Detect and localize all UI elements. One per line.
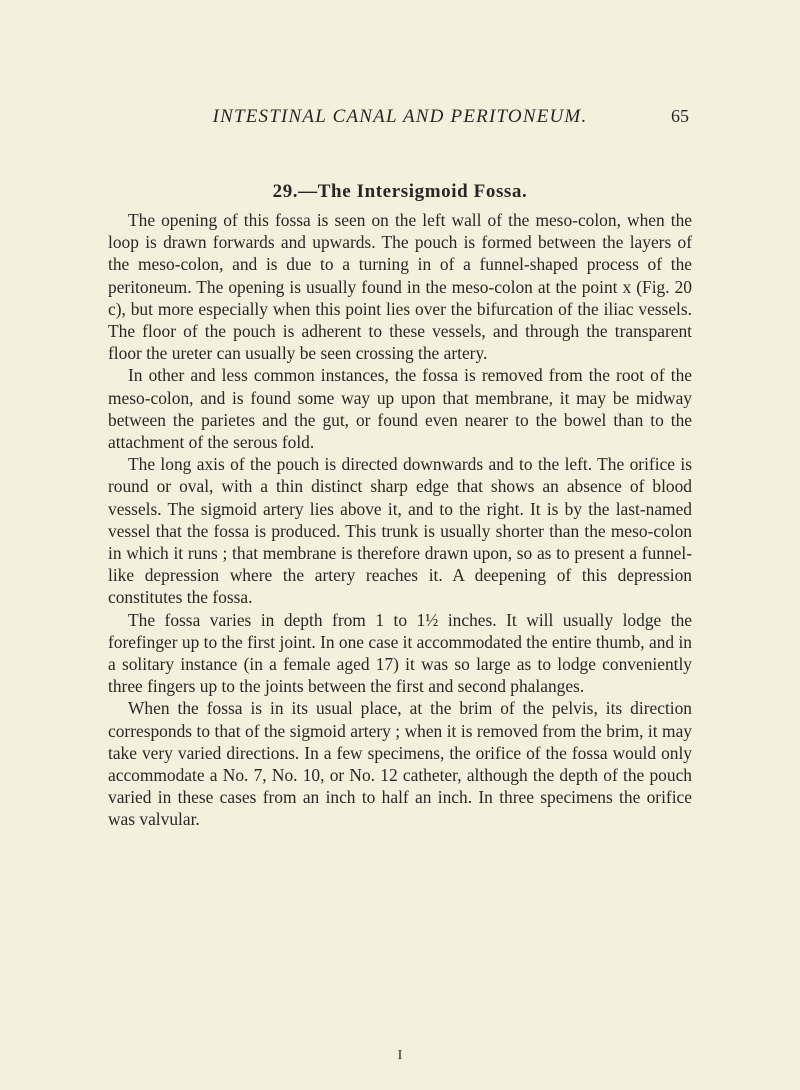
paragraph: When the fossa is in its usual place, at the brim of the pelvis, its direction corresponds to that of the sigmoid artery ; when it is removed from the brim, it may take very varied directions. In a few specimens, the orifice of the fossa would only accommodate a No. 7, No. 10, or No. 12 catheter, although the depth of the pouch varied in these cases from an inch to half an inch. In three specimens the orifice was valvular. — [108, 698, 692, 830]
running-title: INTESTINAL CANAL AND PERITONEUM. — [212, 106, 588, 127]
paragraph: In other and less common instances, the fossa is removed from the root of the meso-colon, and is found some way up upon that membrane, it may be midway between the parietes and the gut, or found even nearer to the bowel than to the attachment of the serous fold. — [108, 365, 692, 453]
body-text — [108, 209, 692, 831]
page-number: 65 — [671, 106, 689, 126]
paragraph: The fossa varies in depth from 1 to 1½ inches. It will usually lodge the forefinger up to the first joint. In one case it accommodated the entire thumb, and in a solitary instance (in a female aged 17) it was so large as to lodge conveniently three fingers up to the joints between the first and second phalanges. — [108, 609, 692, 697]
paragraph: The long axis of the pouch is directed downwards and to the left. The orifice is round or oval, with a thin distinct sharp edge that shows an absence of blood vessels. The sigmoid artery lies above it, and to the right. It is by the last-named vessel that the fossa is produced. This trunk is usually shorter than the meso-colon in which it runs ; that membrane is therefore drawn upon, so as to present a funnel-like depression where the artery reaches it. A deepening of this depression constitutes the fossa. — [108, 454, 692, 608]
section-heading: 29.—The Intersigmoid Fossa. — [272, 181, 528, 202]
signature-mark: I — [397, 1048, 403, 1063]
paragraph: The opening of this fossa is seen on the left wall of the meso-colon, when the loop is drawn forwards and upwards. The pouch is formed between the layers of the meso-colon, and is due to a turning in of a funnel-shaped process of the peritoneum. The opening is usually found in the meso-colon at the point x (Fig. 20 c), but more especially when this point lies over the bifurcation of the iliac vessels. The floor of the pouch is adherent to these vessels, and through the transparent floor the ureter can usually be seen crossing the artery. — [108, 210, 692, 364]
